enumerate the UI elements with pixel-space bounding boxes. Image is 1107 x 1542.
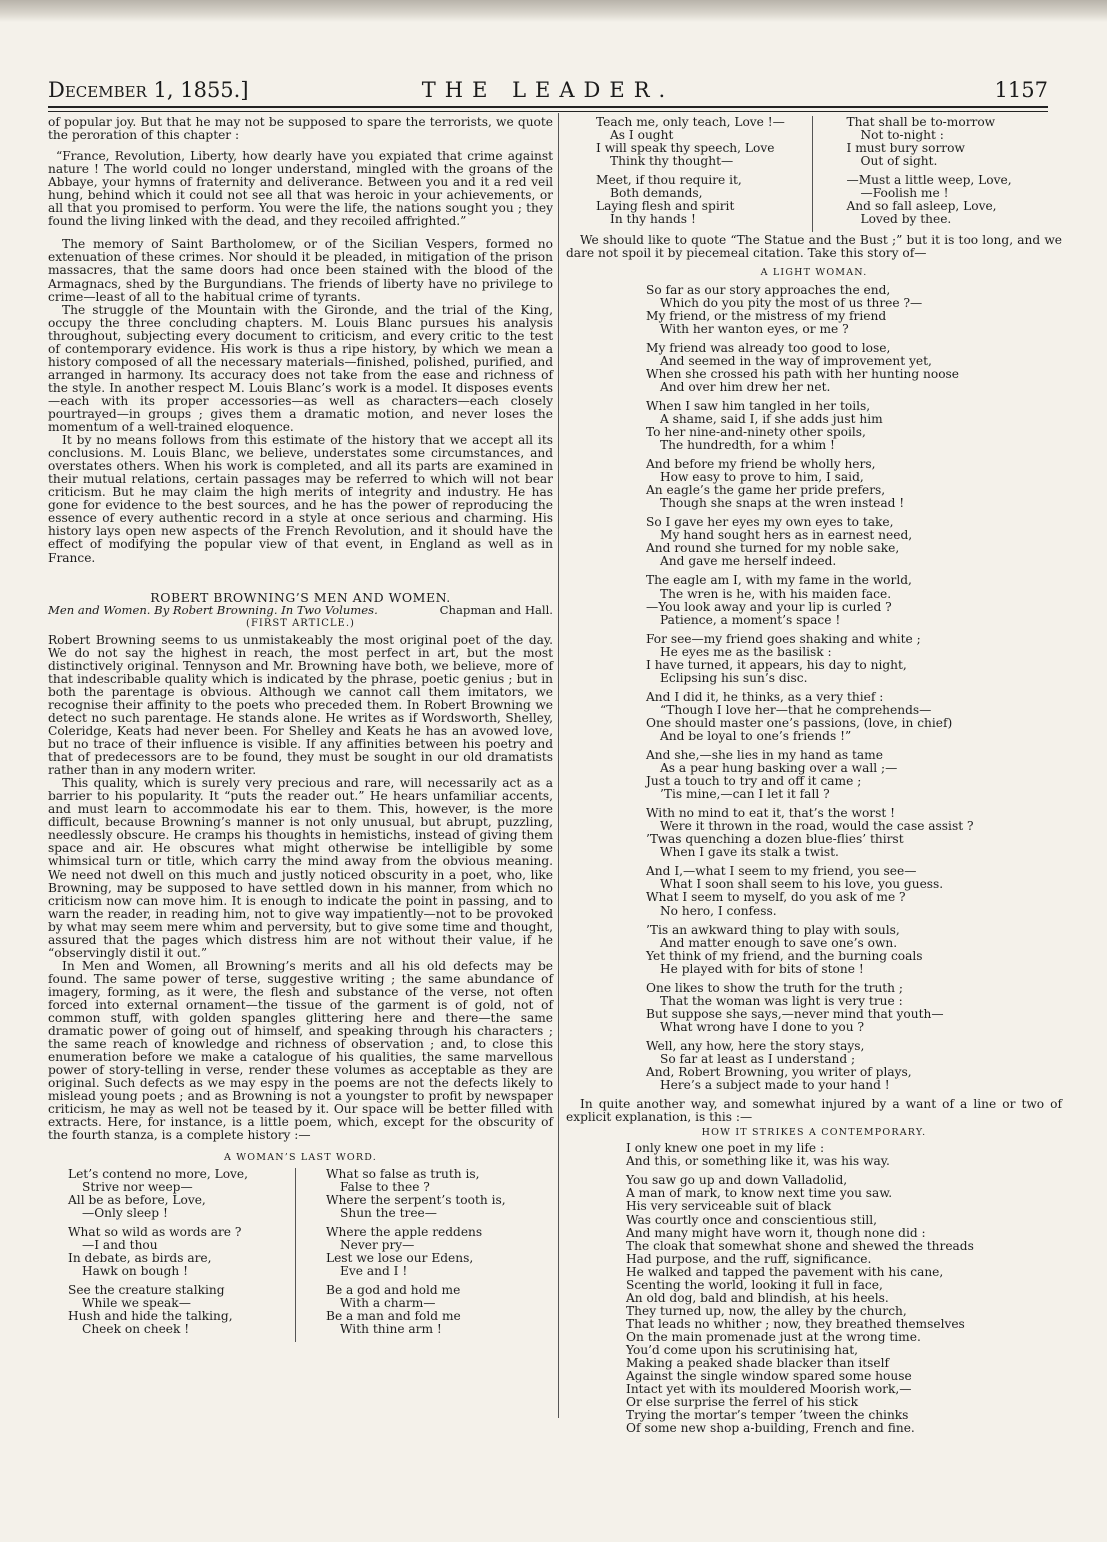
stanza xyxy=(646,400,1062,452)
verse-line: False to thee ? xyxy=(340,1179,430,1194)
verse-line: And seemed in the way of improvement yet, xyxy=(660,353,932,368)
verse-line: Trying the mortar’s temper ’tween the chinks xyxy=(626,1408,909,1423)
verse-line: He eyes me as the basilisk : xyxy=(660,644,832,659)
stanza xyxy=(646,342,1062,394)
verse-line: Think thy thought— xyxy=(610,154,734,169)
verse-line: That the woman was light is very true : xyxy=(660,993,903,1008)
verse-line: Making a peaked shade blacker than itself xyxy=(626,1356,890,1371)
review-heading: ROBERT BROWNING’S MEN AND WOMEN. xyxy=(150,589,451,605)
bridge-paragraph: In quite another way, and somewhat injured by a want of a line or two of explicit explanation, is this :— xyxy=(566,1097,1062,1125)
verse-line: The eagle am I, with my fame in the world, xyxy=(646,573,912,588)
verse-line: While we speak— xyxy=(82,1295,191,1310)
verse-line: Both demands, xyxy=(610,186,703,201)
paragraph: The memory of Saint Bartholomew, or of the Sicilian Vespers, formed no extenuation of these crimes. Nor should it be pleaded, in mitigation of the prison massacres, that the same doors had once been stained with the blood of the Armagnacs, shed by the Burgundians. The friends of liberty have no privilege to crime—least of all to the habitual crime of tyrants. xyxy=(48,237,553,304)
verse-line: Out of sight. xyxy=(860,154,938,169)
verse-line: And gave me herself indeed. xyxy=(660,554,837,569)
stanza xyxy=(646,574,1062,626)
verse-line: Which do you pity the most of us three ?— xyxy=(660,295,923,310)
verse-line: In debate, as birds are, xyxy=(68,1250,212,1265)
stanza xyxy=(847,174,1063,226)
poem-left-half xyxy=(596,116,812,232)
issue-date: December 1, 1855.] xyxy=(48,78,249,102)
verse-line: See the creature stalking xyxy=(68,1282,225,1297)
verse-line: Where the apple reddens xyxy=(326,1224,483,1239)
verse-line: Teach me, only teach, Love !— xyxy=(596,115,785,129)
verse-line: And I did it, he thinks, as a very thief : xyxy=(646,689,884,704)
masthead xyxy=(48,78,1048,104)
stanza xyxy=(646,516,1062,568)
browning-review xyxy=(48,591,553,1143)
verse-line: With thine arm ! xyxy=(340,1322,442,1337)
verse-line: Here’s a subject made to your hand ! xyxy=(660,1078,890,1093)
stanza xyxy=(326,1168,553,1220)
paragraph: This quality, which is surely very precious and rare, will necessarily act as a barrier to his popularity. It “puts the reader out.” He hears unfamiliar accents, and must learn to accommodate his ear to them. This, however, is the more difficult, because Browning’s manner is not only unusual, but abrupt, puzzling, needlessly obscure. He cramps his thoughts in hemistichs, instead of giving them space and air. He obscures what might otherwise be intelligible by some whimsical turn or title, which carry the mind away from the obvious meaning. We need not dwell on this much and justly noticed obscurity in a poet, who, like Browning, may be supposed to have settled down in his manner, from which no criticism now can move him. It is enough to indicate the point in passing, and to warn the reader, in reading him, not to give way impatiently—not to be provoked by what may seem mere whim and perversity, but to give some time and thought, assured that the pages which distress him are not without their value, if he “observingly distil it out.” xyxy=(48,776,553,960)
verse-line: ’Tis an awkward thing to play with souls, xyxy=(646,922,900,937)
stanza xyxy=(646,982,1062,1034)
verse-line: Against the single window spared some house xyxy=(626,1369,912,1384)
verse-line: Hawk on bough ! xyxy=(82,1263,189,1278)
verse-line: “Though I love her—that he comprehends— xyxy=(660,702,932,717)
article-note: (FIRST ARTICLE.) xyxy=(246,617,355,629)
verse-line: Let’s contend no more, Love, xyxy=(68,1166,248,1181)
verse-line: No hero, I confess. xyxy=(660,903,777,918)
verse-line: And over him drew her net. xyxy=(660,379,831,394)
verse-line: Meet, if thou require it, xyxy=(596,173,742,188)
verse-line: —Must a little weep, Love, xyxy=(846,173,1012,188)
verse-line: He walked and tapped the pavement with his cane, xyxy=(626,1264,944,1279)
verse-line: —Only sleep ! xyxy=(82,1205,168,1220)
stanza xyxy=(626,1142,1062,1168)
verse-line: My hand sought hers as in earnest need, xyxy=(660,528,913,543)
byline-publisher: Chapman and Hall. xyxy=(439,602,553,617)
verse-line: With no mind to eat it, that’s the worst ! xyxy=(646,806,896,821)
verse-line: When I saw him tangled in her toils, xyxy=(646,398,871,413)
verse-line: One should master one’s passions, (love, in chief) xyxy=(646,715,953,730)
verse-line: With her wanton eyes, or me ? xyxy=(660,321,849,336)
verse-line: Well, any how, here the story stays, xyxy=(646,1038,865,1053)
verse-line: That shall be to-morrow xyxy=(846,115,996,129)
verse-line: When I gave its stalk a twist. xyxy=(660,845,839,860)
poem-title: A LIGHT WOMAN. xyxy=(760,267,868,279)
verse-line: Intact yet with its mouldered Moorish work,— xyxy=(626,1382,912,1397)
verse-line: And matter enough to save one’s own. xyxy=(660,935,898,950)
verse-line: ’Tis mine,—can I let it fall ? xyxy=(660,787,830,802)
verse-line: And round she turned for my noble sake, xyxy=(646,541,900,556)
verse-line: With a charm— xyxy=(340,1295,436,1310)
verse-line: Strive nor weep— xyxy=(82,1179,193,1194)
verse-line: What so false as truth is, xyxy=(326,1166,480,1181)
verse-line: Had purpose, and the ruff, significance. xyxy=(626,1251,872,1266)
verse-line: That leads no whither ; now, they breathed themselves xyxy=(626,1316,965,1331)
verse-line: But suppose she says,—never mind that youth— xyxy=(646,1006,944,1021)
verse-line: Hush and hide the talking, xyxy=(68,1309,233,1324)
verse-line: You’d come upon his scrutinising hat, xyxy=(626,1342,858,1357)
verse-line: Though she snaps at the wren instead ! xyxy=(660,496,905,511)
poem-continuation xyxy=(566,116,1062,232)
bridge-paragraph: We should like to quote “The Statue and the Bust ;” but it is too long, and we dare not spoil it by piecemeal citation. Take this story of— xyxy=(566,233,1062,261)
stanza xyxy=(68,1168,295,1220)
publication-title: THE LEADER. xyxy=(421,78,675,102)
verse-line: My friend, or the mistress of my friend xyxy=(646,308,887,323)
verse-line: An eagle’s the game her pride prefers, xyxy=(646,483,886,498)
verse-line: Loved by thee. xyxy=(860,212,952,227)
verse-line: On the main promenade just at the wrong time. xyxy=(626,1329,921,1344)
header-rule xyxy=(48,106,1048,112)
verse-line: How easy to prove to him, I said, xyxy=(660,470,864,485)
verse-line: The hundredth, for a whim ! xyxy=(660,438,835,453)
womans-last-word-poem xyxy=(48,1151,553,1343)
verse-line: ’Twas quenching a dozen blue-flies’ thirst xyxy=(646,832,904,847)
verse-line: I have turned, it appears, his day to night, xyxy=(646,657,907,672)
verse-line: —Foolish me ! xyxy=(860,186,949,201)
byline xyxy=(48,604,553,617)
verse-line: Be a man and fold me xyxy=(326,1309,461,1324)
byline-book: Men and Women. By Robert Browning. In Two Volumes. xyxy=(48,602,378,617)
verse-line: A shame, said I, if she adds just him xyxy=(660,411,883,426)
verse-line: Scenting the world, looking it full in face, xyxy=(626,1277,883,1292)
verse-line: Eve and I ! xyxy=(340,1263,408,1278)
verse-line: And she,—she lies in my hand as tame xyxy=(646,748,883,763)
verse-line: They turned up, now, the alley by the church, xyxy=(626,1303,907,1318)
poem-right-half xyxy=(295,1168,553,1343)
verse-line: To her nine-and-ninety other spoils, xyxy=(646,424,866,439)
verse-line: And I,—what I seem to my friend, you see— xyxy=(646,864,917,879)
verse-line: Be a god and hold me xyxy=(326,1282,461,1297)
stanza xyxy=(596,174,812,226)
stanza xyxy=(68,1284,295,1336)
page-top-edge xyxy=(0,0,1107,22)
stanza xyxy=(646,1040,1062,1092)
contemporary-poem xyxy=(626,1142,1062,1435)
verse-line: So far at least as I understand ; xyxy=(660,1052,856,1066)
verse-line: Shun the tree— xyxy=(340,1205,437,1220)
verse-line: Laying flesh and spirit xyxy=(596,199,735,214)
stanza xyxy=(646,865,1062,917)
stanza xyxy=(646,284,1062,336)
verse-line: Never pry— xyxy=(340,1237,415,1252)
verse-line: And so fall asleep, Love, xyxy=(846,199,997,214)
right-column xyxy=(566,116,1062,1441)
verse-line: What I seem to myself, do you ask of me ? xyxy=(646,890,906,905)
verse-line: As I ought xyxy=(610,128,674,143)
verse-line: I will speak thy speech, Love xyxy=(596,141,775,156)
verse-line: Or else surprise the ferrel of his stick xyxy=(626,1395,858,1410)
page-number: 1157 xyxy=(994,78,1048,102)
verse-line: My friend was already too good to lose, xyxy=(646,340,891,355)
poem-left-half xyxy=(48,1168,295,1343)
quotation: “France, Revolution, Liberty, how dearly have you expiated that crime against nature ! The world could no longer understand, mingled with the groans of the Abbaye, your hymns of fraternity and deliverance. Between you and it a red veil hung, behind which it could not see all that was heroic in your achievements, or all that you promised to perform. You were the life, the nations sought you ; they found the living linked with the dead, and they recoiled affrighted.” xyxy=(48,149,553,229)
verse-line: Lest we lose our Edens, xyxy=(326,1250,474,1265)
verse-line: And many might have worn it, though none did : xyxy=(626,1225,926,1240)
verse-line: The cloak that somewhat shone and shewed the threads xyxy=(626,1238,974,1253)
verse-line: And this, or something like it, was his way. xyxy=(626,1154,890,1169)
verse-line: So I gave her eyes my own eyes to take, xyxy=(646,515,894,530)
verse-line: Cheek on cheek ! xyxy=(82,1322,190,1337)
quotation-block xyxy=(48,150,553,228)
stanza xyxy=(326,1284,553,1336)
stanza xyxy=(596,116,812,168)
verse-line: Eclipsing his sun’s disc. xyxy=(660,670,808,685)
verse-line: I only knew one poet in my life : xyxy=(626,1141,825,1156)
verse-line: Not to-night : xyxy=(860,128,944,143)
verse-line: What wrong have I done to you ? xyxy=(660,1019,864,1034)
stanza xyxy=(68,1226,295,1278)
verse-line: A man of mark, to know next time you saw. xyxy=(626,1186,893,1201)
poem-title: A WOMAN’S LAST WORD. xyxy=(224,1151,377,1163)
stanza xyxy=(646,749,1062,801)
verse-line: Was courtly once and conscientious still, xyxy=(626,1212,878,1227)
verse-line: You saw go up and down Valladolid, xyxy=(626,1173,848,1188)
poem-title: HOW IT STRIKES A CONTEMPORARY. xyxy=(701,1127,927,1139)
verse-line: One likes to show the truth for the truth ; xyxy=(646,980,904,995)
poem-right-half xyxy=(812,116,1063,232)
verse-line: Where the serpent’s tooth is, xyxy=(326,1192,506,1207)
verse-line: Patience, a moment’s space ! xyxy=(660,612,841,627)
paragraph: It by no means follows from this estimate of the history that we accept all its conclusions. M. Louis Blanc, we believe, understates some circumstances, and overstates others. When his work is completed, and all its parts are examined in their mutual relations, certain passages may be referred to which will not bear criticism. But he may claim the high merits of integrity and industry. He has gone for evidence to the best sources, and he has the power of reproducing the essence of every authentic record in a style at once serious and charming. His history lays open new aspects of the French Revolution, and it should have the effect of modifying the popular view of that event, in England as well as in France. xyxy=(48,433,553,565)
verse-line: In thy hands ! xyxy=(610,212,696,227)
verse-line: He played with for bits of stone ! xyxy=(660,961,864,976)
left-column xyxy=(48,116,553,1342)
paragraph: The struggle of the Mountain with the Gironde, and the trial of the King, occupy the three concluding chapters. M. Louis Blanc pursues his analysis throughout, subjecting every document to criticism, and every critic to the test of contemporary evidence. His work is thus a ripe history, by which we mean a history composed of all the necessary materials—finished, polished, purified, and arranged in harmony. Its accuracy does not take from the ease and richness of the style. In another respect M. Louis Blanc’s work is a model. It disposes events—each with its proper accessories—as well as characters—each closely pourtrayed—in groups ; gives them a dramatic motion, and never loses the momentum of a well-trained eloquence. xyxy=(48,302,553,435)
stanza xyxy=(646,633,1062,685)
verse-line: Yet think of my friend, and the burning coals xyxy=(646,948,923,963)
verse-line: What I soon shall seem to his love, you guess. xyxy=(660,877,944,892)
stanza xyxy=(646,458,1062,510)
stanza xyxy=(626,1174,1062,1435)
verse-line: The wren is he, with his maiden face. xyxy=(660,586,892,601)
stanza xyxy=(646,691,1062,743)
verse-line: What so wild as words are ? xyxy=(68,1224,242,1239)
stanza xyxy=(326,1226,553,1278)
verse-line: When she crossed his path with her hunting noose xyxy=(646,366,960,381)
paragraph: In Men and Women, all Browning’s merits and all his old defects may be found. The same power of terse, suggestive writing ; the same abundance of imagery, forming, as it were, the flesh and substance of the verse, not often forced into external ornament—the tissue of the garment is of gold, not of common stuff, with golden spangles glittering here and there—the same dramatic power of going out of himself, and speaking through his characters ; the same reach of knowledge and richness of observation ; and, to close this enumeration before we make a catalogue of his qualities, the same marvellous power of story-telling in verse, render these volumes as acceptable as they are original. Such defects as we may espy in the poems are not the defects likely to mislead young poets ; and as Browning is not a youngster to profit by newspaper criticism, he may as well not be teased by it. Our space will be better filled with extracts. Here, for instance, is a little poem, which, except for the obscurity of the fourth stanza, is a complete history :— xyxy=(48,958,553,1143)
verse-line: An old dog, bald and blindish, at his heels. xyxy=(626,1290,889,1305)
stanza xyxy=(646,807,1062,859)
verse-line: And, Robert Browning, you writer of plays, xyxy=(646,1065,912,1080)
verse-line: As a pear hung basking over a wall ;— xyxy=(660,761,898,776)
history-review xyxy=(48,238,553,564)
verse-line: I must bury sorrow xyxy=(846,141,965,156)
light-woman-poem xyxy=(646,284,1062,1093)
verse-line: So far as our story approaches the end, xyxy=(646,282,891,297)
verse-line: Were it thrown in the road, would the case assist ? xyxy=(660,819,974,834)
paragraph: Robert Browning seems to us unmistakeably the most original poet of the day. We do not say the highest in reach, the most perfect in art, but the most distinctively original. Tennyson and Mr. Browning have both, we believe, more of that indescribable quality which is indicated by the phrase, poetic genius ; but in both the parentage is obvious. Although we cannot call them imitators, we recognise their affinity to the poets who preceded them. In Robert Browning we detect no such parentage. He stands alone. He writes as if Wordsworth, Shelley, Coleridge, Keats had never been. For Shelley and Keats he has an avowed love, but no trace of their influence is visible. If any affinities between his poetry and that of predecessors are to be found, they must be sought in our old dramatists rather than in any modern writer. xyxy=(48,632,553,778)
stanza xyxy=(847,116,1063,168)
verse-line: —I and thou xyxy=(82,1237,158,1252)
stanza xyxy=(646,924,1062,976)
verse-line: His very serviceable suit of black xyxy=(626,1199,832,1214)
verse-line: All be as before, Love, xyxy=(68,1192,206,1207)
verse-line: —You look away and your lip is curled ? xyxy=(646,599,892,614)
verse-line: Of some new shop a-building, French and fine. xyxy=(626,1421,915,1436)
verse-line: For see—my friend goes shaking and white ; xyxy=(646,631,921,646)
column-divider xyxy=(558,113,559,1418)
verse-line: Just a touch to try and off it came ; xyxy=(646,774,862,789)
intro-paragraph: of popular joy. But that he may not be supposed to spare the terrorists, we quote the peroration of this chapter : xyxy=(48,115,553,143)
verse-line: And before my friend be wholly hers, xyxy=(646,457,876,472)
verse-line: And be loyal to one’s friends !” xyxy=(660,728,852,743)
